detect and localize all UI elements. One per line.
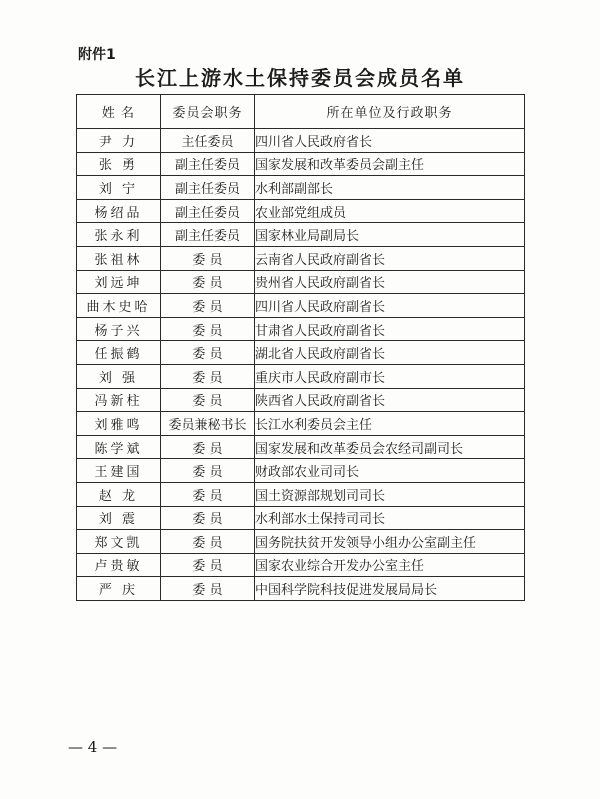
member-unit: 水利部水土保持司司长	[255, 506, 525, 530]
member-name: 严 庆	[77, 577, 161, 601]
table-row	[77, 294, 525, 318]
table-row	[77, 530, 525, 554]
member-unit: 农业部党组成员	[255, 199, 525, 223]
member-position: 委 员	[161, 506, 255, 530]
member-position: 副主任委员	[161, 152, 255, 176]
member-unit: 国家林业局副局长	[255, 223, 525, 247]
member-unit: 四川省人民政府副省长	[255, 294, 525, 318]
member-name: 冯新柱	[77, 388, 161, 412]
member-name: 张祖林	[77, 246, 161, 270]
member-unit: 国家发展和改革委员会农经司副司长	[255, 435, 525, 459]
member-unit: 国家发展和改革委员会副主任	[255, 152, 525, 176]
member-name: 曲木史哈	[77, 294, 161, 318]
member-name: 张永利	[77, 223, 161, 247]
member-unit: 水利部副部长	[255, 176, 525, 200]
member-position: 委 员	[161, 270, 255, 294]
member-position: 委员兼秘书长	[161, 412, 255, 436]
table-row	[77, 553, 525, 577]
member-position: 委 员	[161, 530, 255, 554]
member-unit: 长江水利委员会主任	[255, 412, 525, 436]
member-unit: 云南省人民政府副省长	[255, 246, 525, 270]
member-position: 委 员	[161, 553, 255, 577]
member-position: 委 员	[161, 364, 255, 388]
member-position: 委 员	[161, 246, 255, 270]
column-header-unit: 所在单位及行政职务	[255, 95, 525, 129]
table-row	[77, 577, 525, 601]
member-name: 王建国	[77, 459, 161, 483]
member-position: 委 员	[161, 388, 255, 412]
member-name: 刘雅鸣	[77, 412, 161, 436]
member-unit: 财政部农业司司长	[255, 459, 525, 483]
member-position: 副主任委员	[161, 199, 255, 223]
member-name: 刘远坤	[77, 270, 161, 294]
member-name: 刘 震	[77, 506, 161, 530]
member-position: 委 员	[161, 294, 255, 318]
member-position: 委 员	[161, 459, 255, 483]
member-unit: 贵州省人民政府副省长	[255, 270, 525, 294]
page-number: — 4 —	[68, 738, 118, 756]
table-row	[77, 506, 525, 530]
member-name: 陈学斌	[77, 435, 161, 459]
table-row	[77, 176, 525, 200]
column-header-name: 姓 名	[77, 95, 161, 129]
table-row	[77, 317, 525, 341]
member-position: 委 员	[161, 577, 255, 601]
member-name: 赵 龙	[77, 482, 161, 506]
member-name: 刘 宁	[77, 176, 161, 200]
member-unit: 湖北省人民政府副省长	[255, 341, 525, 365]
table-row	[77, 223, 525, 247]
table-body	[77, 129, 525, 601]
member-name: 郑文凯	[77, 530, 161, 554]
table-row	[77, 482, 525, 506]
member-unit: 四川省人民政府省长	[255, 129, 525, 153]
member-unit: 重庆市人民政府副市长	[255, 364, 525, 388]
member-position: 副主任委员	[161, 223, 255, 247]
table-row	[77, 459, 525, 483]
member-position: 委 员	[161, 482, 255, 506]
member-unit: 国务院扶贫开发领导小组办公室副主任	[255, 530, 525, 554]
member-name: 张 勇	[77, 152, 161, 176]
member-unit: 甘肃省人民政府副省长	[255, 317, 525, 341]
table-header-row	[77, 95, 525, 129]
member-table	[76, 94, 525, 601]
member-position: 委 员	[161, 435, 255, 459]
table-row	[77, 412, 525, 436]
member-name: 杨子兴	[77, 317, 161, 341]
table-row	[77, 129, 525, 153]
table-row	[77, 435, 525, 459]
member-name: 刘 强	[77, 364, 161, 388]
table-row	[77, 152, 525, 176]
attachment-label: 附件1	[78, 47, 116, 63]
member-unit: 国土资源部规划司司长	[255, 482, 525, 506]
member-name: 任振鹤	[77, 341, 161, 365]
member-unit: 陕西省人民政府副省长	[255, 388, 525, 412]
member-unit: 中国科学院科技促进发展局局长	[255, 577, 525, 601]
member-unit: 国家农业综合开发办公室主任	[255, 553, 525, 577]
table-row	[77, 341, 525, 365]
table-row	[77, 388, 525, 412]
member-position: 副主任委员	[161, 176, 255, 200]
member-name: 尹 力	[77, 129, 161, 153]
member-name: 卢贵敏	[77, 553, 161, 577]
document-title: 长江上游水土保持委员会成员名单	[135, 66, 465, 90]
member-position: 主任委员	[161, 129, 255, 153]
table-row	[77, 270, 525, 294]
member-position: 委 员	[161, 317, 255, 341]
table-row	[77, 246, 525, 270]
table-row	[77, 364, 525, 388]
member-position: 委 员	[161, 341, 255, 365]
table-row	[77, 199, 525, 223]
column-header-position: 委员会职务	[161, 95, 255, 129]
member-name: 杨绍品	[77, 199, 161, 223]
